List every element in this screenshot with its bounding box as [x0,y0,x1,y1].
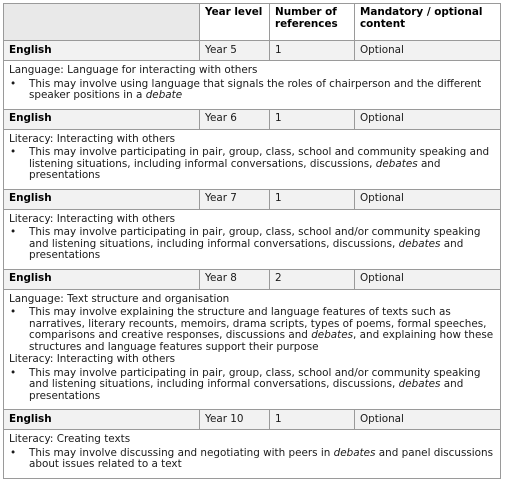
content-description-cell [4,209,501,269]
description-text: This may involve participating in pair, group, class, school and/or community speaking and listening situations, including informal conversations, discussions, [29,226,481,250]
subject-cell: English [4,410,200,430]
year-level-cell: Year 7 [200,189,270,209]
strand-group [9,65,495,102]
description-item [9,227,495,262]
content-description-row [4,61,501,110]
description-list [9,368,495,403]
description-emphasis: debates [398,237,441,250]
description-text: This may involve using language that signals the roles of chairperson and the different speaker positions in a [29,77,482,101]
description-text-end: and panel discussions about issues related to a text [29,446,494,470]
subject-row [4,269,501,289]
subject-cell: English [4,41,200,61]
strand-heading: Language: Text structure and organisation [9,292,230,305]
references-cell: 1 [270,109,355,129]
status-cell: Optional [355,189,501,209]
header-mandatory-optional: Mandatory / optional content [355,4,501,41]
strand-heading: Literacy: Creating texts [9,433,131,445]
strand-group [9,434,495,471]
bullet-icon: • [10,306,17,318]
subject-row [4,189,501,209]
description-emphasis: debates [311,329,354,341]
header-blank-cell [4,4,200,41]
header-number-of-references: Number of references [270,4,355,41]
description-text-end: and presentations [29,378,464,402]
status-cell: Optional [355,41,501,61]
subject-row [4,41,501,61]
bullet-icon: • [10,226,17,238]
description-text: This may involve participating in pair, group, class, school and/or community speaking and listening situations, including informal conversations, discussions, [29,366,481,390]
description-list [9,227,495,262]
content-description-row [4,430,501,479]
references-cell: 1 [270,189,355,209]
content-description-cell [4,61,501,110]
description-emphasis: debates [333,446,376,459]
description-item [9,368,495,403]
content-description-cell [4,289,501,410]
strand-heading: Literacy: Interacting with others [9,353,176,365]
content-description-cell [4,129,501,189]
status-cell: Optional [355,109,501,129]
description-text-end: and presentations [29,157,441,181]
description-list [9,307,495,353]
content-description-row [4,289,501,410]
description-text: This may involve participating in pair, group, class, school and community speaking and listening situations, including informal conversations, discussions, [29,146,490,170]
strand-group [9,294,495,354]
strand-group [9,354,495,402]
subject-row [4,109,501,129]
bullet-icon: • [10,146,17,158]
references-cell: 1 [270,41,355,61]
description-text: This may involve explaining the structure and language features of texts such as narratives, literary recounts, memoirs, drama scripts, types of poems, formal speeches, comparisons and creative responses, discussions and [29,306,487,341]
content-description-cell [4,430,501,479]
subject-row [4,410,501,430]
description-item [9,448,495,471]
bullet-icon: • [10,446,17,459]
description-item [9,307,495,353]
year-level-cell: Year 6 [200,109,270,129]
status-cell: Optional [355,269,501,289]
description-emphasis: debate [145,89,183,101]
year-level-cell: Year 5 [200,41,270,61]
description-text-end: , and explaining how these structures and language features support their purpose [29,329,494,353]
description-emphasis: debates [398,378,441,390]
curriculum-references-table [3,3,501,479]
strand-group [9,214,495,262]
description-list [9,448,495,471]
strand-heading: Language: Language for interacting with others [9,64,258,76]
bullet-icon: • [10,77,17,90]
description-text-end: and presentations [29,237,464,261]
description-item [9,147,495,182]
content-description-row [4,209,501,269]
description-list [9,79,495,102]
references-cell: 2 [270,269,355,289]
strand-heading: Literacy: Interacting with others [9,132,176,145]
bullet-icon: • [10,366,17,379]
year-level-cell: Year 10 [200,410,270,430]
description-list [9,147,495,182]
strand-group [9,134,495,182]
year-level-cell: Year 8 [200,269,270,289]
strand-heading: Literacy: Interacting with others [9,212,176,225]
description-emphasis: debates [375,157,418,170]
content-description-row [4,129,501,189]
header-year-level: Year level [200,4,270,41]
references-cell: 1 [270,410,355,430]
status-cell: Optional [355,410,501,430]
description-text: This may involve discussing and negotiating with peers in [29,446,334,459]
subject-cell: English [4,109,200,129]
subject-cell: English [4,189,200,209]
table-header-row [4,4,501,41]
description-item [9,79,495,102]
subject-cell: English [4,269,200,289]
